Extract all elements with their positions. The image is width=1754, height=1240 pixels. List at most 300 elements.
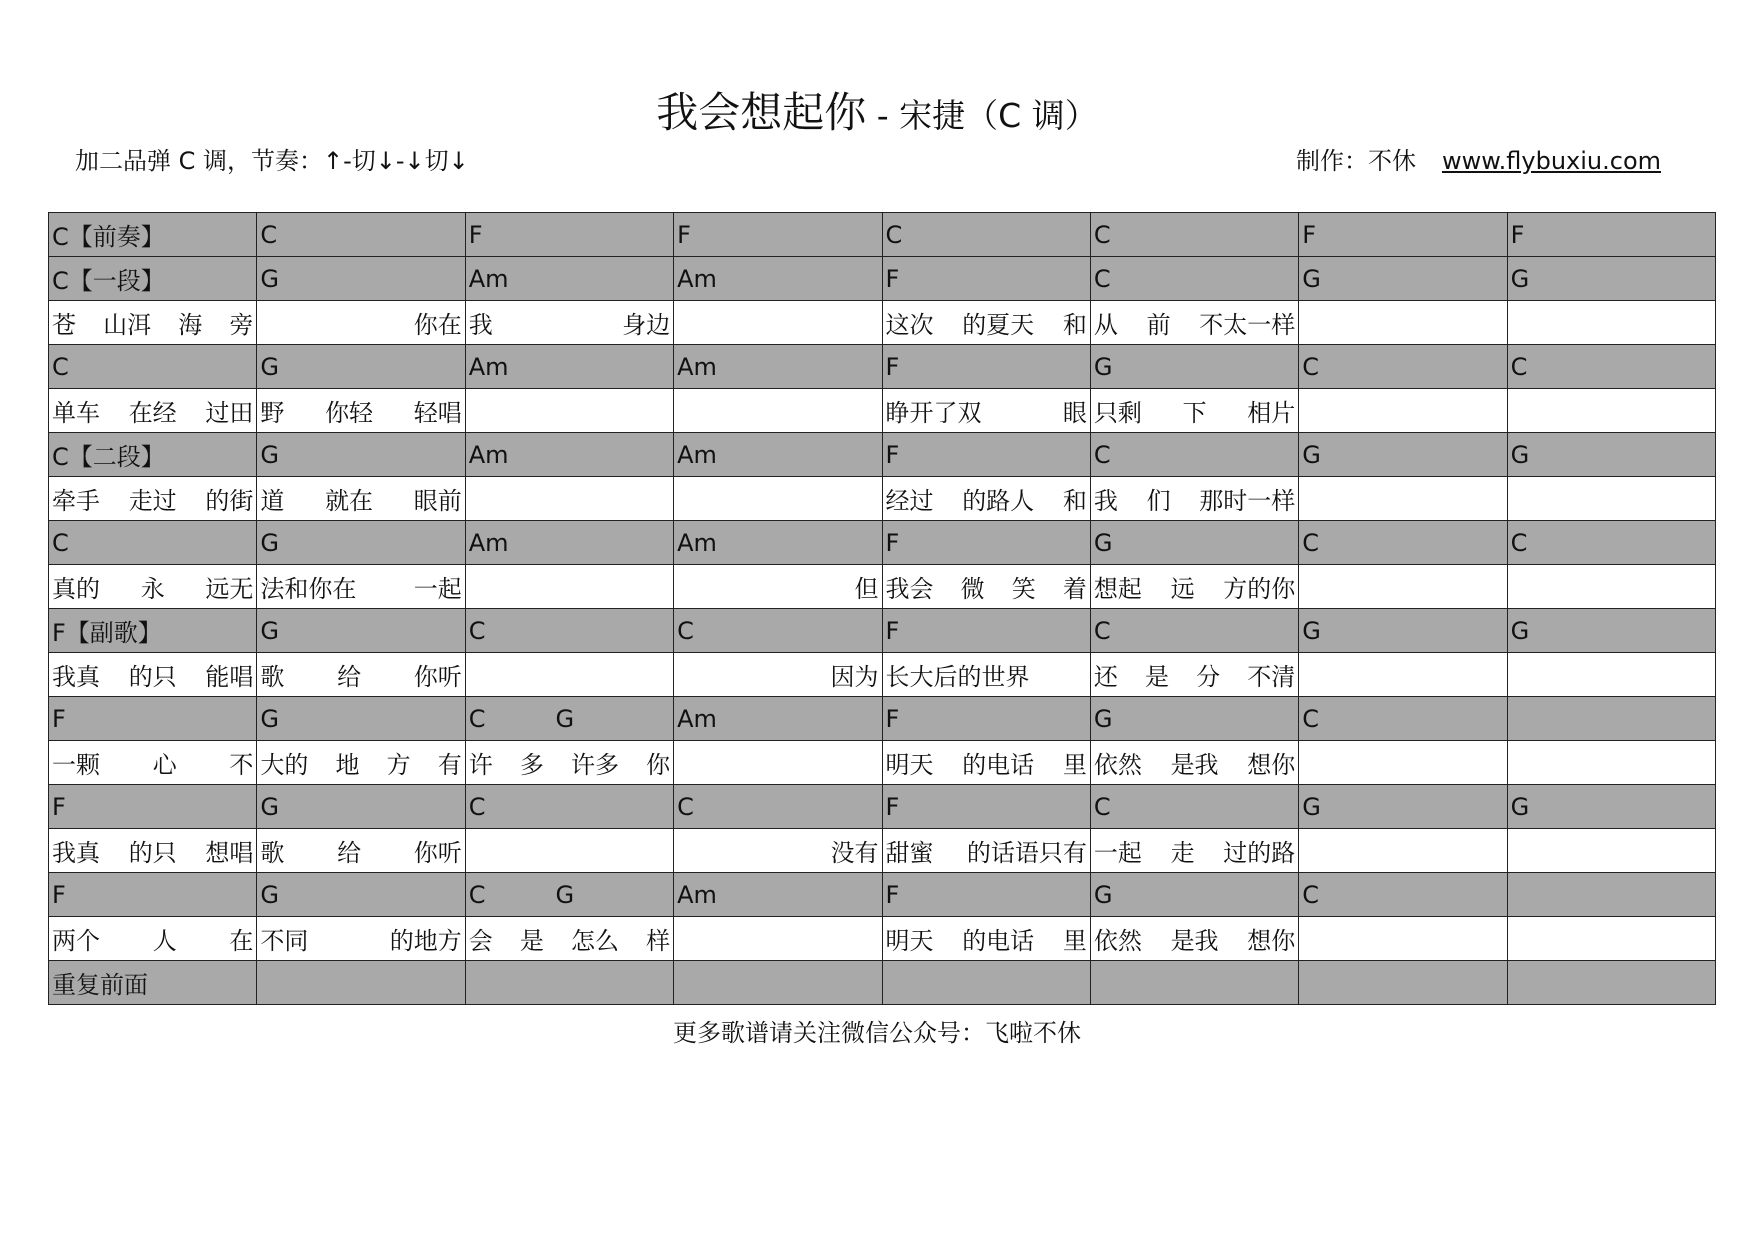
cell-text bbox=[52, 437, 253, 472]
text-segment: 和 bbox=[1062, 311, 1087, 339]
text-segment: G bbox=[260, 264, 279, 293]
lyric-cell bbox=[882, 829, 1090, 873]
cell-text bbox=[677, 221, 878, 249]
chord-cell bbox=[1299, 873, 1507, 917]
chord-cell bbox=[257, 213, 465, 257]
chord-cell bbox=[1090, 785, 1298, 829]
chord-cell bbox=[49, 609, 257, 653]
footer-note: 更多歌谱请关注微信公众号：飞啦不休 bbox=[673, 1019, 1081, 1047]
text-segment: 我真 bbox=[52, 839, 100, 867]
website-link[interactable]: www.flybuxiu.com bbox=[1441, 147, 1661, 175]
chord-cell bbox=[1299, 521, 1507, 565]
lyric-cell bbox=[1299, 477, 1507, 521]
text-segment: G bbox=[1510, 440, 1530, 469]
text-segment: C bbox=[677, 616, 694, 645]
text-segment: 身边 bbox=[622, 311, 671, 339]
song-name: 我会想起你 bbox=[656, 88, 867, 137]
chord-cell bbox=[882, 433, 1090, 477]
text-segment: 过的路 bbox=[1223, 839, 1296, 867]
cell-text bbox=[886, 793, 1087, 821]
text-segment: 能唱 bbox=[205, 663, 254, 691]
text-segment: C【二段】 bbox=[52, 443, 165, 471]
cell-text bbox=[52, 217, 253, 252]
chord-cell bbox=[465, 697, 673, 741]
cell-text bbox=[260, 441, 461, 469]
chord-cell bbox=[1090, 873, 1298, 917]
cell-text bbox=[886, 441, 1087, 469]
lyric-cell bbox=[674, 653, 882, 697]
lyric-cell bbox=[1507, 917, 1715, 961]
text-segment: 是我 bbox=[1170, 751, 1219, 779]
chord-cell bbox=[49, 433, 257, 477]
lyric-cell bbox=[882, 565, 1090, 609]
chord-cell bbox=[674, 345, 882, 389]
text-segment: 在 bbox=[229, 927, 254, 955]
text-segment: C bbox=[1093, 220, 1111, 249]
text-segment: C bbox=[468, 880, 486, 909]
lyric-cell bbox=[1299, 301, 1507, 345]
text-segment: 两个 bbox=[52, 927, 100, 955]
cell-text bbox=[260, 569, 461, 604]
chord-cell bbox=[882, 609, 1090, 653]
chord-cell bbox=[1299, 697, 1507, 741]
lyric-cell bbox=[1507, 653, 1715, 697]
text-segment: 有 bbox=[437, 751, 462, 779]
chord-cell bbox=[1299, 213, 1507, 257]
lyric-cell bbox=[674, 917, 882, 961]
chord-cell bbox=[674, 785, 882, 829]
text-segment: 依然 bbox=[1093, 927, 1142, 955]
text-segment: 那时一样 bbox=[1199, 487, 1296, 515]
chord-cell bbox=[674, 257, 882, 301]
chord-cell bbox=[257, 433, 465, 477]
text-segment: Am bbox=[468, 352, 509, 381]
text-segment: 你在 bbox=[413, 311, 462, 339]
chord-cell bbox=[1299, 961, 1507, 1005]
playing-note: 加二品弹 C 调，节奏：↑-切↓-↓切↓ bbox=[75, 147, 469, 175]
lyric-cell bbox=[1507, 301, 1715, 345]
cell-text bbox=[1511, 353, 1712, 381]
text-segment: 你听 bbox=[413, 663, 462, 691]
text-segment: C bbox=[1093, 616, 1111, 645]
chord-cell bbox=[465, 213, 673, 257]
text-segment: F bbox=[1302, 220, 1317, 249]
text-segment: F bbox=[885, 264, 900, 293]
text-segment: 我真 bbox=[52, 663, 100, 691]
text-segment: 从 bbox=[1093, 311, 1118, 339]
text-segment: 长大后的世界 bbox=[885, 663, 1030, 691]
text-segment: 想唱 bbox=[205, 839, 254, 867]
text-segment: 方的你 bbox=[1223, 575, 1296, 603]
chord-cell bbox=[1090, 213, 1298, 257]
text-segment: 会 bbox=[468, 927, 493, 955]
chord-row bbox=[49, 609, 1716, 653]
text-segment: 给 bbox=[337, 839, 362, 867]
cell-text bbox=[52, 569, 253, 604]
chord-cell bbox=[1090, 609, 1298, 653]
chord-cell bbox=[882, 697, 1090, 741]
text-segment: 你听 bbox=[413, 839, 462, 867]
chord-cell bbox=[882, 521, 1090, 565]
text-segment: Am bbox=[468, 440, 509, 469]
lyric-cell bbox=[49, 477, 257, 521]
text-segment: G bbox=[1093, 880, 1113, 909]
cell-text bbox=[677, 833, 878, 868]
text-segment: F bbox=[52, 880, 66, 909]
cell-text bbox=[1302, 265, 1503, 293]
cell-text bbox=[1094, 305, 1295, 340]
chord-cell bbox=[257, 345, 465, 389]
text-segment: C bbox=[1510, 528, 1528, 557]
cell-text bbox=[260, 745, 461, 780]
chord-cell bbox=[1299, 433, 1507, 477]
text-segment: Am bbox=[677, 528, 717, 557]
text-segment: 这次 bbox=[885, 311, 934, 339]
lyric-cell bbox=[1507, 829, 1715, 873]
chord-cell bbox=[674, 433, 882, 477]
cell-text bbox=[260, 393, 461, 428]
text-segment: 轻唱 bbox=[413, 399, 462, 427]
text-segment: G bbox=[260, 352, 279, 381]
lyric-cell bbox=[882, 389, 1090, 433]
chord-cell bbox=[465, 609, 673, 653]
text-segment: G bbox=[555, 880, 575, 909]
lyric-cell bbox=[257, 829, 465, 873]
chord-cell bbox=[257, 785, 465, 829]
text-segment: F bbox=[52, 704, 66, 733]
chord-cell bbox=[1507, 257, 1715, 301]
chord-cell bbox=[465, 257, 673, 301]
text-segment: 真的 bbox=[52, 575, 100, 603]
chord-cell bbox=[49, 785, 257, 829]
chord-cell bbox=[1507, 433, 1715, 477]
lyric-cell bbox=[257, 389, 465, 433]
text-segment: 一颗 bbox=[52, 751, 100, 779]
chord-row bbox=[49, 521, 1716, 565]
text-segment: 的只 bbox=[128, 663, 177, 691]
song-title bbox=[0, 88, 1754, 141]
cell-text bbox=[260, 921, 461, 956]
chord-cell bbox=[882, 873, 1090, 917]
text-segment: 想起 bbox=[1093, 575, 1142, 603]
text-segment: 牵手 bbox=[52, 487, 100, 515]
text-segment: F bbox=[885, 352, 900, 381]
chord-cell bbox=[1299, 257, 1507, 301]
lyric-cell bbox=[882, 917, 1090, 961]
text-segment: 走过 bbox=[128, 487, 177, 515]
lyric-row bbox=[49, 477, 1716, 521]
chord-cell bbox=[1507, 961, 1715, 1005]
chord-cell bbox=[1299, 609, 1507, 653]
cell-text bbox=[1511, 221, 1712, 249]
cell-text bbox=[886, 657, 1087, 692]
cell-text bbox=[677, 881, 878, 909]
chord-cell bbox=[674, 609, 882, 653]
text-segment: 苍 bbox=[52, 311, 76, 339]
chord-row bbox=[49, 697, 1716, 741]
lyric-cell bbox=[882, 477, 1090, 521]
text-segment: 的话语只有 bbox=[966, 839, 1087, 867]
lyric-cell bbox=[1507, 741, 1715, 785]
cell-text bbox=[1094, 921, 1295, 956]
chord-cell bbox=[674, 961, 882, 1005]
text-segment: G bbox=[555, 704, 575, 733]
lyric-cell bbox=[1090, 477, 1298, 521]
text-segment: G bbox=[260, 528, 279, 557]
chord-cell bbox=[882, 785, 1090, 829]
text-segment: 人 bbox=[152, 927, 177, 955]
text-segment: 因为 bbox=[830, 663, 879, 691]
cell-text bbox=[260, 617, 461, 645]
lyric-cell bbox=[1507, 477, 1715, 521]
lyric-cell bbox=[1090, 829, 1298, 873]
chord-cell bbox=[1299, 785, 1507, 829]
text-segment: Am bbox=[677, 352, 717, 381]
cell-text bbox=[1094, 657, 1295, 692]
lyric-cell bbox=[465, 477, 673, 521]
lyric-cell bbox=[465, 741, 673, 785]
text-segment: 想你 bbox=[1247, 751, 1296, 779]
text-segment: 多 bbox=[519, 751, 544, 779]
chord-cell bbox=[882, 257, 1090, 301]
lyric-cell bbox=[465, 301, 673, 345]
text-segment: Am bbox=[468, 528, 509, 557]
cell-text bbox=[1094, 353, 1295, 381]
cell-text bbox=[1302, 441, 1503, 469]
cell-text bbox=[260, 657, 461, 692]
lyric-cell bbox=[1299, 741, 1507, 785]
cell-text bbox=[886, 393, 1087, 428]
lyric-cell bbox=[1507, 565, 1715, 609]
text-segment: 就在 bbox=[325, 487, 374, 515]
text-segment: C【前奏】 bbox=[52, 223, 165, 251]
text-segment: F bbox=[885, 704, 900, 733]
cell-text bbox=[886, 353, 1087, 381]
text-segment: 许 bbox=[468, 751, 493, 779]
text-segment: C bbox=[1302, 352, 1320, 381]
cell-text bbox=[260, 705, 461, 733]
text-segment: G bbox=[260, 880, 279, 909]
text-segment: 依然 bbox=[1093, 751, 1142, 779]
chord-cell bbox=[49, 961, 257, 1005]
text-segment: 地 bbox=[335, 751, 360, 779]
chord-cell bbox=[674, 873, 882, 917]
chord-row bbox=[49, 433, 1716, 477]
lyric-row bbox=[49, 301, 1716, 345]
cell-text bbox=[469, 529, 670, 557]
cell-text bbox=[886, 569, 1087, 604]
cell-text bbox=[469, 617, 670, 645]
lyric-cell bbox=[49, 301, 257, 345]
text-segment: 一起 bbox=[1093, 839, 1142, 867]
chord-cell bbox=[1090, 961, 1298, 1005]
text-segment: 的街 bbox=[205, 487, 254, 515]
chord-cell bbox=[1507, 213, 1715, 257]
cell-text bbox=[52, 305, 253, 340]
cell-text bbox=[1094, 441, 1295, 469]
text-segment: 我会 bbox=[885, 575, 934, 603]
lyric-cell bbox=[257, 653, 465, 697]
cell-text bbox=[469, 221, 670, 249]
text-segment: F bbox=[677, 220, 691, 249]
text-segment: F【副歌】 bbox=[52, 619, 162, 647]
cell-text bbox=[1511, 441, 1712, 469]
text-segment: G bbox=[1510, 264, 1530, 293]
lyric-cell bbox=[465, 829, 673, 873]
text-segment: 里 bbox=[1062, 927, 1087, 955]
cell-text bbox=[886, 481, 1087, 516]
cell-text bbox=[1094, 265, 1295, 293]
cell-text bbox=[52, 965, 253, 1000]
chord-cell bbox=[257, 521, 465, 565]
text-segment: Am bbox=[677, 440, 717, 469]
lyric-cell bbox=[674, 829, 882, 873]
cell-text bbox=[469, 745, 670, 780]
text-segment: F bbox=[52, 792, 66, 821]
text-segment: 大的 bbox=[260, 751, 309, 779]
cell-text bbox=[886, 745, 1087, 780]
text-segment: 微 bbox=[960, 575, 985, 603]
lyric-cell bbox=[674, 389, 882, 433]
chord-cell bbox=[674, 697, 882, 741]
cell-text bbox=[52, 745, 253, 780]
chord-cell bbox=[465, 961, 673, 1005]
cell-text bbox=[886, 921, 1087, 956]
text-segment: Am bbox=[677, 264, 717, 293]
chord-cell bbox=[1507, 697, 1715, 741]
lyric-cell bbox=[882, 741, 1090, 785]
chord-sheet-table bbox=[48, 212, 1716, 1005]
chord-cell bbox=[49, 213, 257, 257]
lyric-cell bbox=[465, 653, 673, 697]
text-segment: 明天 bbox=[885, 927, 934, 955]
cell-text bbox=[469, 305, 670, 340]
text-segment: 不太一样 bbox=[1199, 311, 1296, 339]
text-segment: 但 bbox=[854, 575, 879, 603]
text-segment: Am bbox=[468, 264, 509, 293]
cell-text bbox=[52, 261, 253, 296]
lyric-cell bbox=[49, 389, 257, 433]
lyric-cell bbox=[1507, 389, 1715, 433]
cell-text bbox=[260, 221, 461, 249]
text-segment: G bbox=[1510, 792, 1530, 821]
text-segment: 样 bbox=[646, 927, 671, 955]
text-segment: C bbox=[1093, 792, 1111, 821]
lyric-cell bbox=[1090, 653, 1298, 697]
cell-text bbox=[469, 353, 670, 381]
cell-text bbox=[1511, 265, 1712, 293]
text-segment: 重复前面 bbox=[52, 971, 148, 999]
lyric-cell bbox=[1090, 741, 1298, 785]
text-segment: G bbox=[1093, 704, 1113, 733]
text-segment: 甜蜜 bbox=[885, 839, 934, 867]
text-segment: C bbox=[1093, 440, 1111, 469]
text-segment: 一起 bbox=[413, 575, 462, 603]
cell-text bbox=[52, 393, 253, 428]
text-segment: 没有 bbox=[830, 839, 879, 867]
cell-text bbox=[1094, 569, 1295, 604]
text-segment: F bbox=[1510, 220, 1525, 249]
text-segment: 山洱 bbox=[103, 311, 152, 339]
text-segment: G bbox=[260, 792, 279, 821]
cell-text bbox=[1094, 481, 1295, 516]
lyric-row bbox=[49, 741, 1716, 785]
cell-text bbox=[469, 265, 670, 293]
cell-text bbox=[469, 441, 670, 469]
chord-cell bbox=[465, 345, 673, 389]
cell-text bbox=[52, 529, 253, 557]
chord-cell bbox=[1507, 785, 1715, 829]
cell-text bbox=[469, 705, 670, 733]
text-segment: 只剩 bbox=[1093, 399, 1142, 427]
text-segment: G bbox=[260, 440, 279, 469]
cell-text bbox=[886, 617, 1087, 645]
lyric-cell bbox=[49, 653, 257, 697]
chord-row bbox=[49, 257, 1716, 301]
text-segment: 野 bbox=[260, 399, 285, 427]
text-segment: 笑 bbox=[1011, 575, 1036, 603]
text-segment: G bbox=[1510, 616, 1530, 645]
chord-cell bbox=[1090, 257, 1298, 301]
cell-text bbox=[1302, 529, 1503, 557]
chord-cell bbox=[1090, 433, 1298, 477]
text-segment: C bbox=[468, 616, 486, 645]
lyric-cell bbox=[465, 565, 673, 609]
chord-cell bbox=[1507, 873, 1715, 917]
cell-text bbox=[677, 441, 878, 469]
chord-row bbox=[49, 345, 1716, 389]
text-segment: 不 bbox=[229, 751, 254, 779]
lyric-row bbox=[49, 565, 1716, 609]
cell-text bbox=[677, 353, 878, 381]
chord-row bbox=[49, 785, 1716, 829]
cell-text bbox=[52, 793, 253, 821]
chord-cell bbox=[465, 521, 673, 565]
lyric-cell bbox=[257, 477, 465, 521]
chord-cell bbox=[257, 257, 465, 301]
text-segment: 还 bbox=[1093, 663, 1118, 691]
chord-cell bbox=[49, 873, 257, 917]
chord-cell bbox=[257, 609, 465, 653]
text-segment: Am bbox=[677, 704, 717, 733]
text-segment: F bbox=[885, 616, 900, 645]
text-segment: 相片 bbox=[1247, 399, 1296, 427]
text-segment: G bbox=[1093, 352, 1113, 381]
cell-text bbox=[1302, 881, 1503, 909]
text-segment: 分 bbox=[1196, 663, 1221, 691]
lyric-cell bbox=[674, 477, 882, 521]
text-segment: 给 bbox=[337, 663, 362, 691]
chord-cell bbox=[882, 213, 1090, 257]
chord-cell bbox=[49, 521, 257, 565]
lyric-cell bbox=[49, 917, 257, 961]
text-segment: C bbox=[468, 792, 486, 821]
text-segment: G bbox=[1302, 264, 1321, 293]
text-segment: G bbox=[1093, 528, 1113, 557]
cell-text bbox=[886, 265, 1087, 293]
text-segment: 下 bbox=[1182, 399, 1207, 427]
cell-text bbox=[260, 305, 461, 340]
text-segment: 永 bbox=[140, 575, 165, 603]
chord-cell bbox=[1507, 521, 1715, 565]
lyric-cell bbox=[49, 829, 257, 873]
chord-cell bbox=[49, 345, 257, 389]
cell-text bbox=[260, 265, 461, 293]
cell-text bbox=[260, 529, 461, 557]
lyric-row bbox=[49, 829, 1716, 873]
cell-text bbox=[1094, 529, 1295, 557]
text-segment: 明天 bbox=[885, 751, 934, 779]
